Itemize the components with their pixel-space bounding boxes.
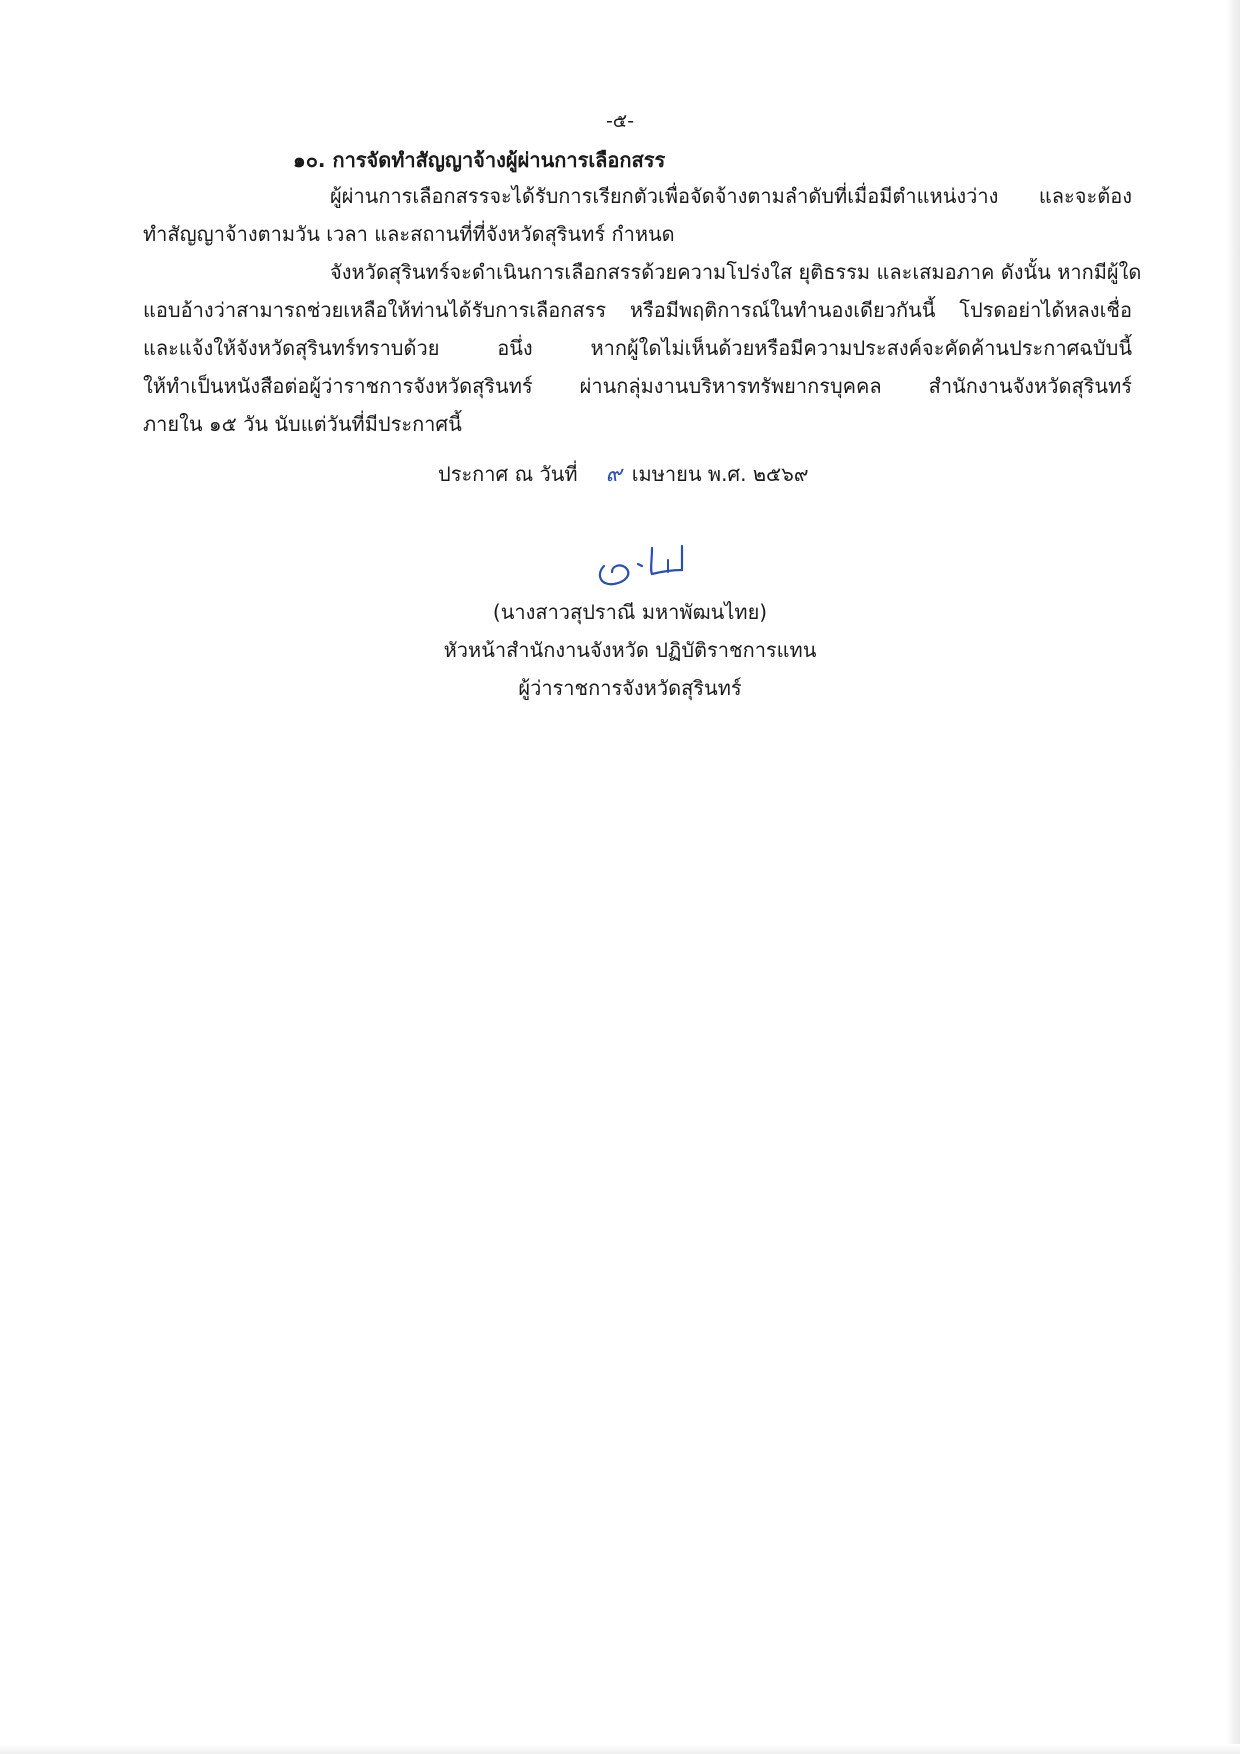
paragraph-2-line-1: จังหวัดสุรินทร์จะดำเนินการเลือกสรรด้วยความโปร่งใส ยุติธรรม และเสมอภาค ดังนั้น หากมีผู้ใด: [330, 260, 1142, 284]
signatory-name: (นางสาวสุปราณี มหาพัฒนไทย): [492, 600, 768, 624]
section-heading: ๑๐. การจัดทำสัญญาจ้างผู้ผ่านการเลือกสรร: [293, 148, 666, 172]
announcement-month-year: เมษายน พ.ศ. ๒๕๖๙: [631, 462, 809, 486]
signatory-position-line-2: ผู้ว่าราชการจังหวัดสุรินทร์: [518, 676, 742, 700]
paragraph-2-line-4: ให้ทำเป็นหนังสือต่อผู้ว่าราชการจังหวัดสุรินทร์ ผ่านกลุ่มงานบริหารทรัพยากรบุคคล สำนักงานจังหวัดสุรินทร์: [143, 374, 1132, 398]
announcement-prefix: ประกาศ ณ วันที่: [438, 462, 578, 486]
scan-edge-right: [1226, 0, 1240, 1754]
paragraph-2-line-3: และแจ้งให้จังหวัดสุรินทร์ทราบด้วย อนึ่ง หากผู้ใดไม่เห็นด้วยหรือมีความประสงค์จะคัดค้านประกาศฉบับนี้: [143, 336, 1132, 360]
announcement-date: [438, 456, 809, 491]
announcement-day: ๙: [605, 462, 622, 487]
handwritten-signature: [590, 530, 700, 590]
signatory-position-line-1: หัวหน้าสำนักงานจังหวัด ปฏิบัติราชการแทน: [443, 638, 817, 662]
paragraph-2-line-5: ภายใน ๑๕ วัน นับแต่วันที่มีประกาศนี้: [143, 412, 462, 436]
page-number: -๕-: [605, 110, 635, 132]
paragraph-2-line-2: แอบอ้างว่าสามารถช่วยเหลือให้ท่านได้รับการเลือกสรร หรือมีพฤติการณ์ในทำนองเดียวกันนี้ โปรดอย่าได้หลงเชื่อ: [143, 298, 1132, 322]
scan-edge-bottom: [0, 1744, 1240, 1754]
paragraph-1-line-2: ทำสัญญาจ้างตามวัน เวลา และสถานที่ที่จังหวัดสุรินทร์ กำหนด: [143, 222, 675, 246]
paragraph-1-line-1: ผู้ผ่านการเลือกสรรจะได้รับการเรียกตัวเพื่อจัดจ้างตามลำดับที่เมื่อมีตำแหน่งว่าง และจะต้อง: [330, 184, 1132, 208]
